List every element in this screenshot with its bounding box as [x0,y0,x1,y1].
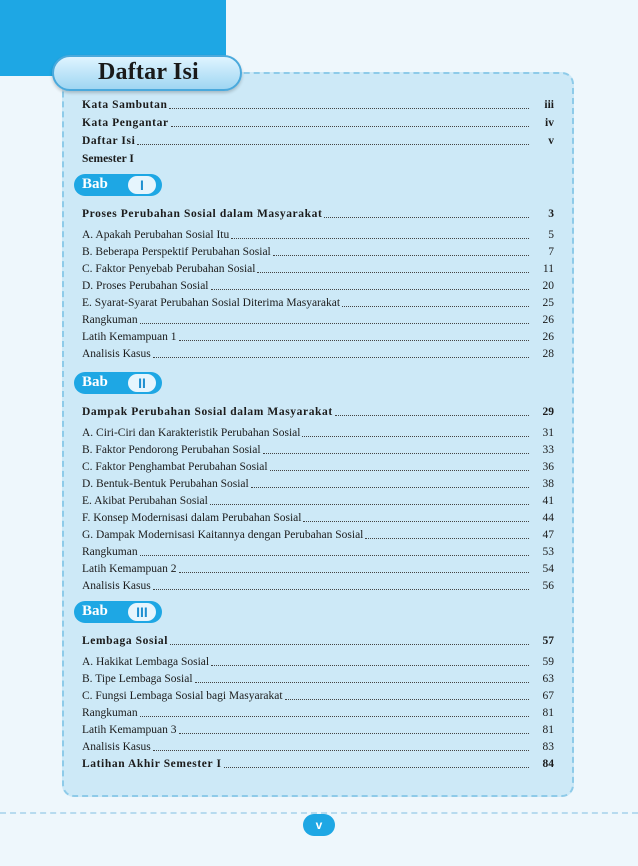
dot-leader [169,108,529,109]
dot-leader [251,487,529,488]
toc-entry[interactable]: C. Fungsi Lembaga Sosial bagi Masyarakat 67 [82,690,554,702]
toc-entry[interactable]: A. Hakikat Lembaga Sosial 59 [82,656,554,668]
chapter-title[interactable]: Dampak Perubahan Sosial dalam Masyarakat 29 [82,406,554,418]
chapter-title[interactable]: Lembaga Sosial 57 [82,635,554,647]
toc-entry[interactable] [82,114,554,130]
toc-entry[interactable]: E. Syarat-Syarat Perubahan Sosial Diterima Masyarakat 25 [82,297,554,309]
chapter-badge-2: Bab II [74,372,162,394]
toc-entry[interactable]: C. Faktor Penghambat Perubahan Sosial 36 [82,461,554,473]
entry-page: iv [545,117,554,129]
dot-leader [179,733,529,734]
toc-entry[interactable]: D. Bentuk-Bentuk Perubahan Sosial 38 [82,478,554,490]
toc-entry[interactable]: B. Tipe Lembaga Sosial 63 [82,673,554,685]
toc-entry[interactable]: Rangkuman 26 [82,314,554,326]
dot-leader [210,504,529,505]
toc-entry[interactable] [82,132,554,148]
dot-leader [263,453,529,454]
dot-leader [342,306,529,307]
toc-entry[interactable]: Latih Kemampuan 1 26 [82,331,554,343]
dot-leader [171,126,529,127]
chapter-badge-3: Bab III [74,601,162,623]
toc-entry[interactable]: A. Ciri-Ciri dan Karakteristik Perubahan Sosial 31 [82,427,554,439]
chapter-badge-1: Bab I [74,174,162,196]
dot-leader [179,572,529,573]
entry-page: iii [544,99,554,111]
dot-leader [140,323,529,324]
entry-title: Kata Pengantar [82,117,169,129]
dot-leader [335,415,529,416]
semester-heading: Semester I [82,153,134,165]
dot-leader [211,289,530,290]
toc-entry[interactable]: C. Faktor Penyebab Perubahan Sosial 11 [82,263,554,275]
toc-entry[interactable]: B. Faktor Pendorong Perubahan Sosial 33 [82,444,554,456]
entry-title: Daftar Isi [82,135,136,147]
toc-entry[interactable]: Rangkuman 53 [82,546,554,558]
entry-page: v [548,135,554,147]
toc-entry[interactable]: Analisis Kasus 83 [82,741,554,753]
toc-entry[interactable]: Analisis Kasus 56 [82,580,554,592]
dot-leader [270,470,529,471]
toc-entry[interactable]: Latih Kemampuan 2 54 [82,563,554,575]
toc-entry[interactable]: D. Proses Perubahan Sosial 20 [82,280,554,292]
dot-leader [179,340,529,341]
title-tab [52,55,242,91]
dot-leader [211,665,529,666]
dot-leader [303,521,529,522]
dot-leader [195,682,529,683]
dot-leader [273,255,529,256]
dot-leader [231,238,529,239]
entry-title: Kata Sambutan [82,99,168,111]
dot-leader [137,144,529,145]
page-title: Daftar Isi [98,59,199,85]
dot-leader [365,538,529,539]
dot-leader [324,217,529,218]
toc-entry[interactable]: F. Konsep Modernisasi dalam Perubahan Sosial 44 [82,512,554,524]
toc-entry[interactable]: G. Dampak Modernisasi Kaitannya dengan Perubahan Sosial 47 [82,529,554,541]
toc-entry[interactable] [82,96,554,112]
dot-leader [257,272,529,273]
dot-leader [153,750,529,751]
dot-leader [153,357,529,358]
toc-entry[interactable]: Analisis Kasus 28 [82,348,554,360]
dot-leader [140,716,529,717]
dot-leader [285,699,529,700]
toc-entry[interactable]: Rangkuman 81 [82,707,554,719]
chapter-title[interactable]: Proses Perubahan Sosial dalam Masyarakat 3 [82,208,554,220]
dot-leader [170,644,529,645]
toc-entry[interactable]: A. Apakah Perubahan Sosial Itu 5 [82,229,554,241]
dot-leader [153,589,529,590]
toc-entry[interactable]: B. Beberapa Perspektif Perubahan Sosial 7 [82,246,554,258]
dot-leader [140,555,529,556]
toc-entry[interactable]: Latihan Akhir Semester I 84 [82,758,554,770]
toc-entry[interactable]: E. Akibat Perubahan Sosial 41 [82,495,554,507]
page-number: v [303,814,335,836]
toc-entry[interactable]: Latih Kemampuan 3 81 [82,724,554,736]
dot-leader [302,436,529,437]
dot-leader [224,767,529,768]
